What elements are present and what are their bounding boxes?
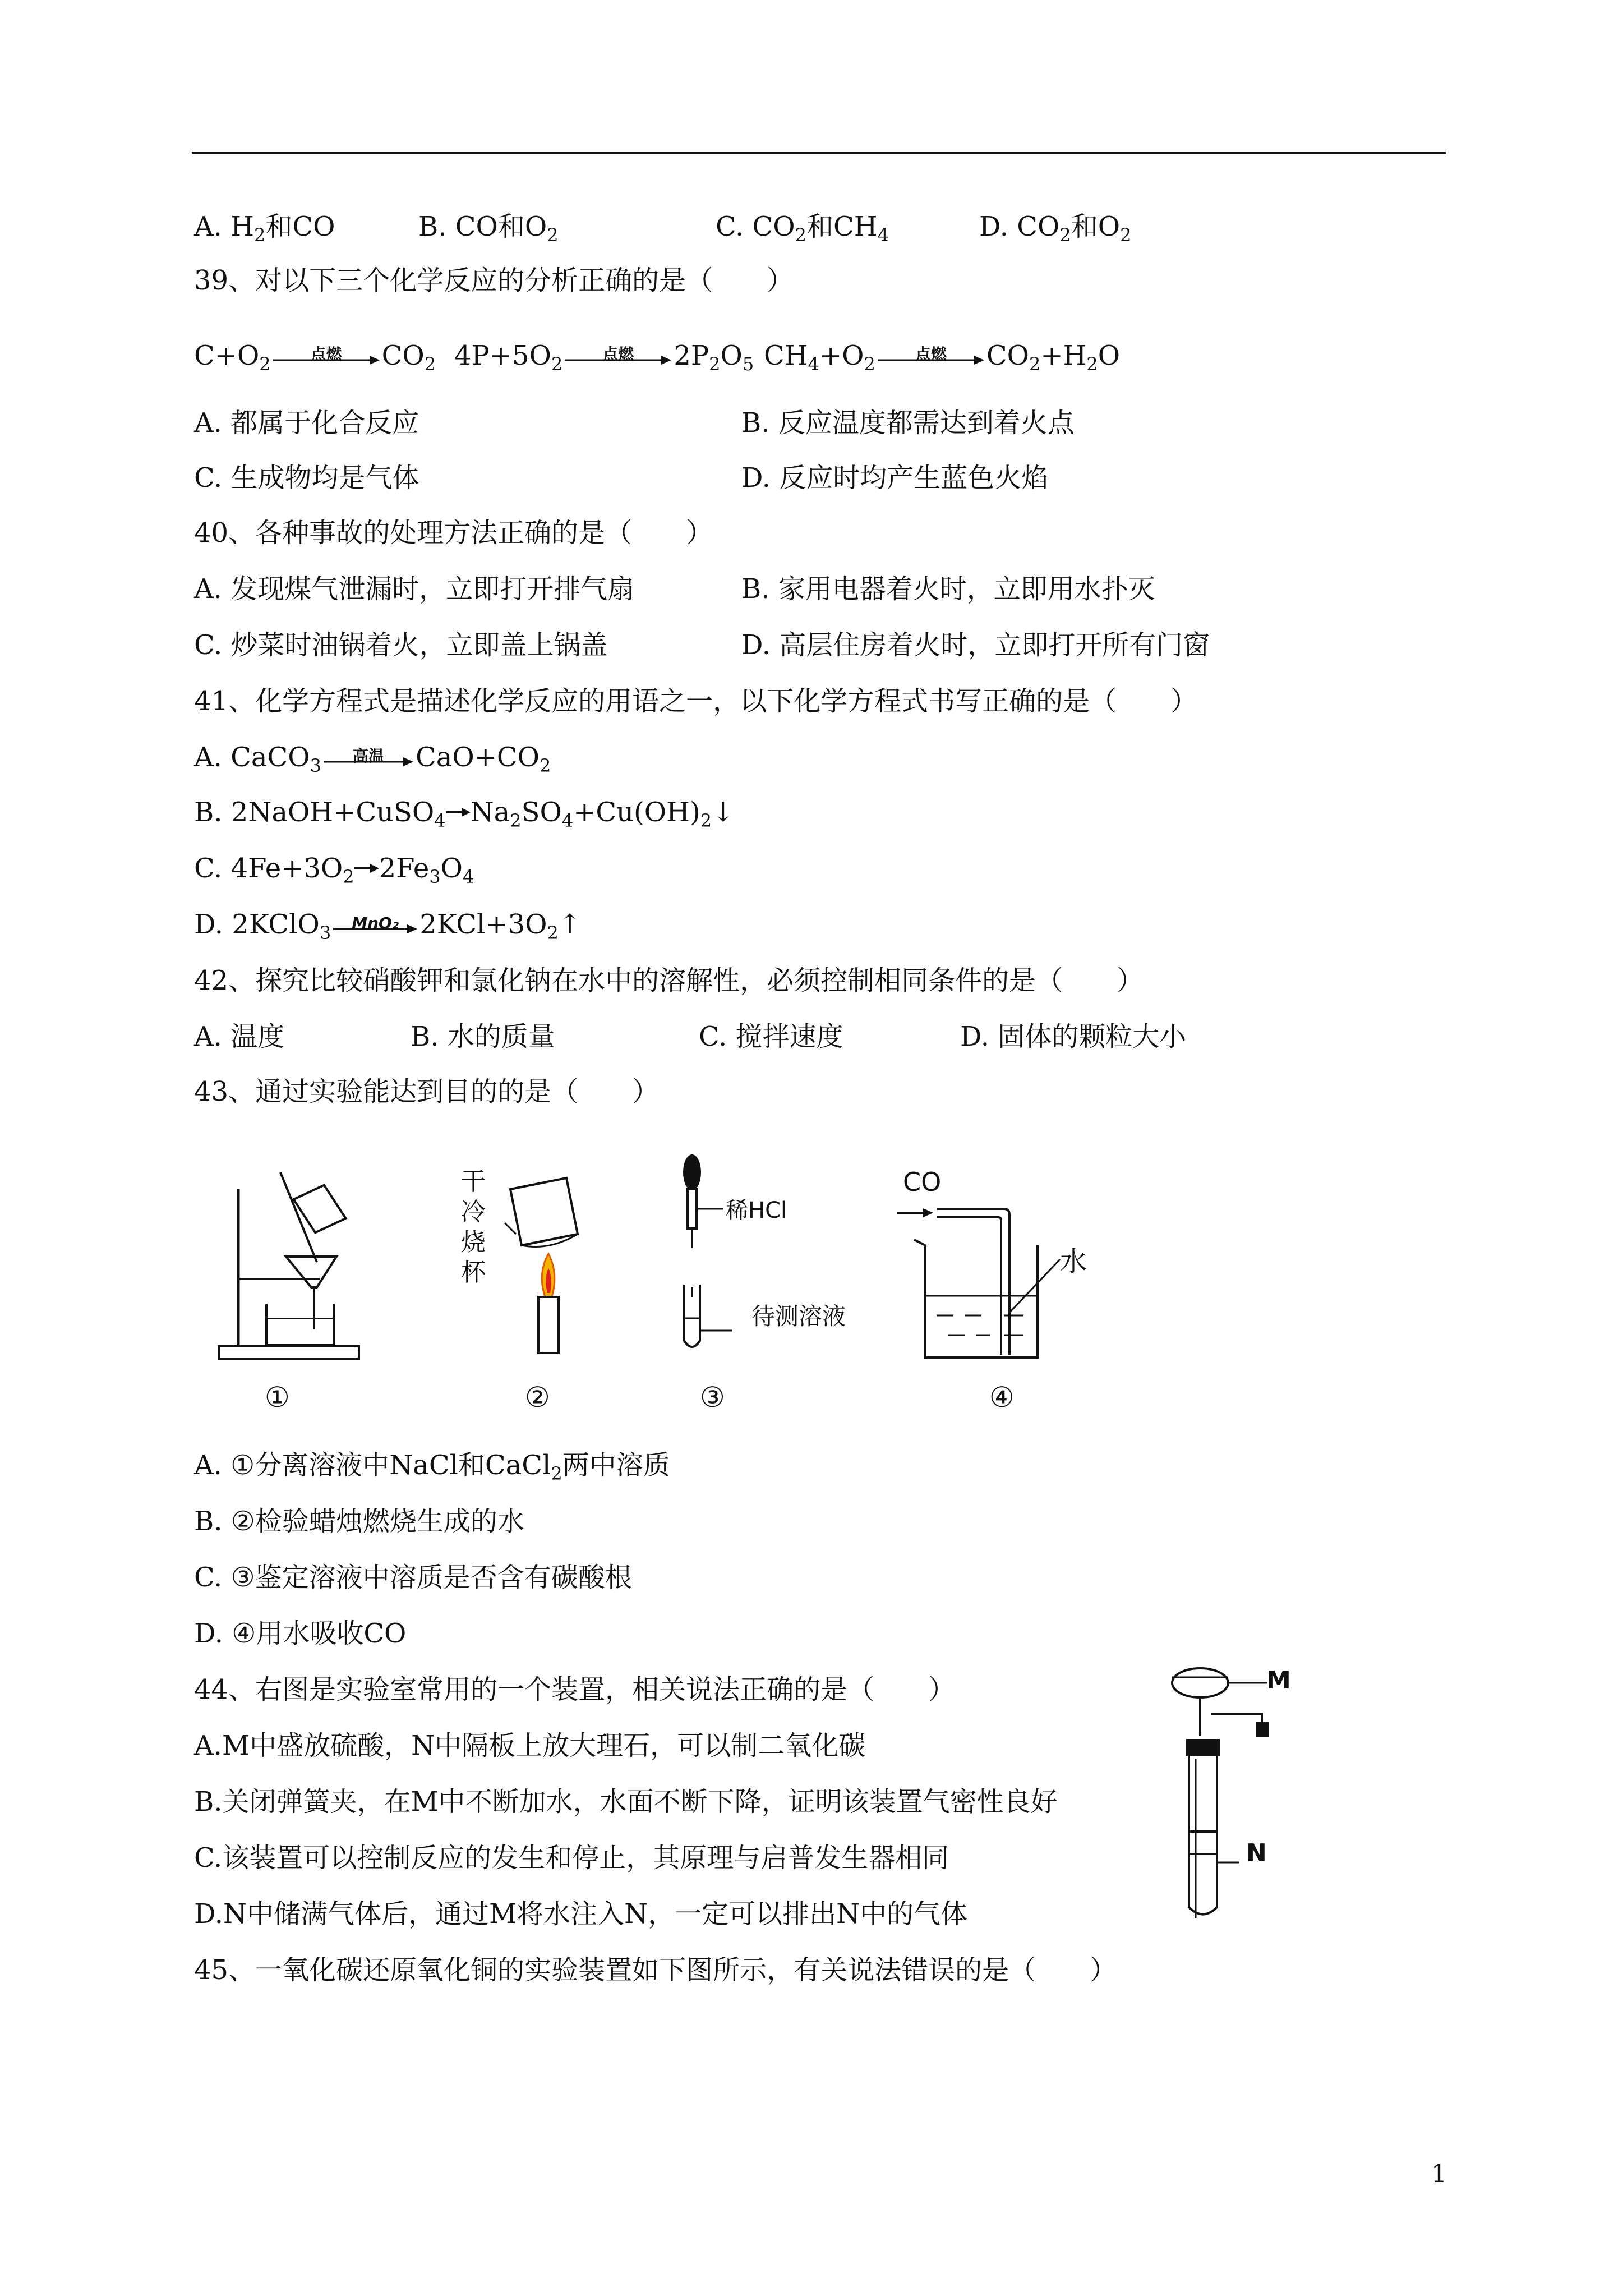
q42-option-d: D. 固体的颗粒大小 [960, 1021, 1187, 1052]
figure-1-label: ① [265, 1381, 290, 1414]
condition-label: 点燃 [915, 345, 947, 364]
header-rule [192, 152, 1446, 154]
right-arrow-icon [273, 355, 380, 366]
q39-option-d: D. 反应时均产生蓝色火焰 [741, 462, 1049, 494]
q44-option-c: C.该装置可以控制反应的发生和停止，其原理与启普发生器相同 [194, 1842, 949, 1874]
q39-option-a: A. 都属于化合反应 [194, 407, 419, 439]
q38-option-b: B. CO和$O_2$ [418, 211, 559, 246]
condition-label: MnO₂ [352, 914, 399, 932]
figure-2-label: ② [525, 1381, 550, 1414]
label-n: N [1246, 1839, 1267, 1867]
q38-option-c: C. $CO_2$和$CH_4$ [716, 211, 889, 246]
label-m: M [1266, 1666, 1291, 1695]
q44-option-d: D.N中储满气体后，通过M将水注入N，一定可以排出N中的气体 [194, 1898, 968, 1930]
q44-option-b: B.关闭弹簧夹，在M中不断加水，水面不断下降，证明该装置气密性良好 [194, 1786, 1058, 1818]
condition-label: 点燃 [602, 345, 634, 364]
q43-option-d: D. ④用水吸收CO [194, 1618, 407, 1649]
q40-option-a: A. 发现煤气泄漏时，立即打开排气扇 [194, 573, 635, 605]
q44-stem: 44、右图是实验室常用的一个装置，相关说法正确的是（ ） [194, 1674, 956, 1705]
q43-option-c: C. ③鉴定溶液中溶质是否含有碳酸根 [194, 1562, 632, 1593]
right-arrow-icon [446, 807, 471, 818]
q39-equation-2: $4P+5O_2$ 点燃 $2P_2O_5$ [454, 338, 754, 374]
q38-option-d: D. $CO_2$和$O_2$ [979, 211, 1132, 246]
figure-4-label: ④ [989, 1381, 1015, 1414]
q42-option-c: C. 搅拌速度 [699, 1021, 843, 1052]
page-number: 1 [1431, 2160, 1447, 2188]
q43-stem: 43、通过实验能达到目的的是（ ） [194, 1076, 660, 1107]
figure-3-label: ③ [700, 1381, 725, 1414]
right-arrow-icon [333, 923, 417, 935]
co-gas-label: CO [903, 1167, 942, 1197]
q44-option-a: A.M中盛放硫酸，N中隔板上放大理石，可以制二氧化碳 [194, 1730, 866, 1761]
q41-stem: 41、化学方程式是描述化学反应的用语之一，以下化学方程式书写正确的是（ ） [194, 685, 1198, 717]
q41-option-b: B. 2NaOH+CuSO$_4$ $Na_2SO_4+Cu(OH)_2↓$ [194, 797, 735, 831]
gas-generator-apparatus-figure [1155, 1660, 1301, 1930]
q38-option-a: A. $H_2$和CO [194, 211, 335, 246]
dry-cold-beaker-label: 干冷烧杯 [461, 1167, 486, 1287]
dilute-hcl-label: 稀HCl [726, 1198, 787, 1223]
q41-option-d: D. 2KClO$_3$ MnO₂ $2KCl+3O_2↑$ [194, 907, 581, 942]
q45-stem: 45、一氧化碳还原氧化铜的实验装置如下图所示，有关说法错误的是（ ） [194, 1954, 1117, 1986]
condition-label: 高温 [352, 747, 384, 765]
q39-option-b: B. 反应温度都需达到着火点 [741, 407, 1075, 439]
q39-equation-3: $CH_4+O_2$ 点燃 $CO_2+H_2O$ [764, 338, 1120, 374]
water-label: 水 [1060, 1246, 1087, 1277]
right-arrow-icon [565, 355, 671, 366]
q40-option-d: D. 高层住房着火时，立即打开所有门窗 [741, 629, 1210, 661]
q39-option-c: C. 生成物均是气体 [194, 462, 419, 494]
q40-stem: 40、各种事故的处理方法正确的是（ ） [194, 517, 713, 549]
q39-stem: 39、对以下三个化学反应的分析正确的是（ ） [194, 265, 794, 296]
q39-equation-1: $C+O_2$ 点燃 $CO_2$ [194, 338, 436, 374]
q42-option-b: B. 水的质量 [411, 1021, 555, 1052]
right-arrow-icon [324, 756, 413, 767]
q43-option-a: A. ①分离溶液中NaCl和CaCl$_2$两中溶质 [194, 1450, 670, 1484]
condition-label: 点燃 [310, 345, 342, 364]
right-arrow-icon [354, 863, 379, 874]
q40-option-c: C. 炒菜时油锅着火，立即盖上锅盖 [194, 629, 608, 661]
q43-option-b: B. ②检验蜡烛燃烧生成的水 [194, 1506, 524, 1537]
filtration-apparatus-figure [213, 1167, 370, 1369]
test-solution-label: 待测溶液 [751, 1303, 846, 1330]
right-arrow-icon [878, 355, 984, 366]
q40-option-b: B. 家用电器着火时，立即用水扑灭 [741, 573, 1155, 605]
q42-option-a: A. 温度 [194, 1021, 285, 1052]
q42-stem: 42、探究比较硝酸钾和氯化钠在水中的溶解性，必须控制相同条件的是（ ） [194, 965, 1144, 996]
q41-option-a: A. CaCO$_3$ 高温 $CaO+CO_2$ [194, 739, 551, 775]
q41-option-c: C. $4Fe+3O_2$ $2Fe_3O_4$ [194, 853, 474, 887]
